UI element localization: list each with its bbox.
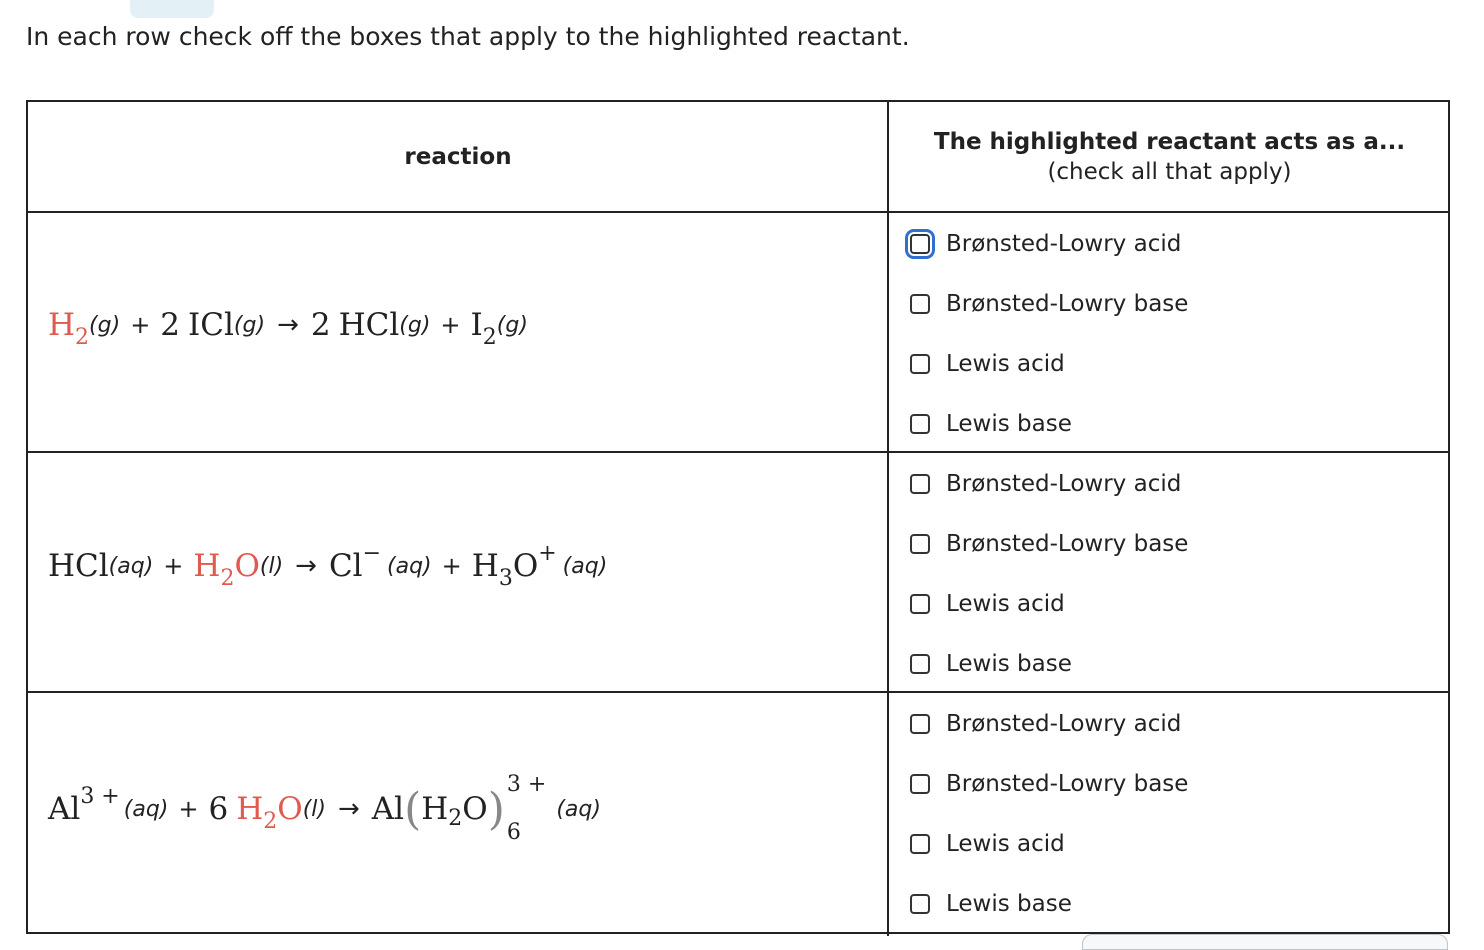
column-divider <box>887 102 889 936</box>
reaction-arrow: → <box>337 794 360 824</box>
product-i2: $I_2$ <box>470 307 497 350</box>
option-label: Brønsted-Lowry base <box>946 771 1189 797</box>
option-label: Brønsted-Lowry acid <box>946 471 1182 497</box>
row-divider <box>28 211 1448 213</box>
option-label: Brønsted-Lowry acid <box>946 231 1182 257</box>
product-hydronium: $H_3O^+$ <box>471 541 557 591</box>
checkbox[interactable] <box>910 654 930 674</box>
reaction-2 <box>48 541 878 591</box>
state-label: (g) <box>496 312 528 338</box>
plus-sign: + <box>178 795 199 823</box>
option-label: Brønsted-Lowry base <box>946 291 1189 317</box>
checkbox[interactable] <box>910 234 930 254</box>
checkbox[interactable] <box>910 414 930 434</box>
row3-bronsted-acid-option[interactable] <box>910 711 1181 737</box>
row-divider <box>28 451 1448 453</box>
option-label: Lewis acid <box>946 831 1065 857</box>
checkbox[interactable] <box>910 474 930 494</box>
checkbox[interactable] <box>910 834 930 854</box>
row2-bronsted-base-option[interactable] <box>910 531 1188 557</box>
state-label: (aq) <box>108 553 154 579</box>
state-label: (aq) <box>387 553 432 579</box>
reaction-1 <box>48 307 878 350</box>
header-reaction: reaction <box>404 144 512 170</box>
option-label: Lewis acid <box>946 591 1065 617</box>
top-tab[interactable] <box>130 0 214 18</box>
reactant-aluminum-ion: $Al^{3 +}$ <box>48 784 120 827</box>
reaction-3 <box>48 774 878 844</box>
checkbox[interactable] <box>910 534 930 554</box>
highlighted-reactant: $H_2O$ <box>193 548 260 591</box>
plus-sign: + <box>130 311 151 339</box>
product-chloride: Cl− <box>328 541 382 584</box>
row1-bronsted-acid-option[interactable] <box>910 231 1181 257</box>
coefficient: 2 <box>160 307 181 343</box>
header-acts-subtitle: (check all that apply) <box>1047 159 1292 185</box>
state-label: (l) <box>302 796 326 822</box>
state-label: (aq) <box>562 553 608 579</box>
bottom-toolbar-tab[interactable] <box>1082 934 1448 950</box>
option-label: Lewis acid <box>946 351 1065 377</box>
checkbox[interactable] <box>910 294 930 314</box>
state-label: (g) <box>399 312 431 338</box>
row3-lewis-base-option[interactable] <box>910 891 1072 917</box>
coefficient: 6 <box>208 791 229 827</box>
option-label: Lewis base <box>946 891 1072 917</box>
option-label: Lewis base <box>946 411 1072 437</box>
row1-lewis-acid-option[interactable] <box>910 351 1065 377</box>
instructions: In each row check off the boxes that apply to the highlighted reactant. <box>26 22 910 51</box>
plus-sign: + <box>163 552 184 580</box>
plus-sign: + <box>440 311 461 339</box>
state-label: (g) <box>233 312 266 338</box>
checkbox[interactable] <box>910 894 930 914</box>
reaction-arrow: → <box>277 310 299 340</box>
option-label: Lewis base <box>946 651 1072 677</box>
plus-sign: + <box>441 552 462 580</box>
state-label: (aq) <box>123 796 169 822</box>
state-label: (g) <box>89 312 121 338</box>
product-hcl: HCl <box>338 307 400 343</box>
reaction-arrow: → <box>295 551 317 581</box>
checkbox[interactable] <box>910 714 930 734</box>
reactant-icl: ICl <box>188 307 234 343</box>
highlighted-reactant: $H_2O$ <box>236 791 303 834</box>
coefficient: 2 <box>310 307 331 343</box>
header-acts-title: The highlighted reactant acts as a... <box>933 129 1406 155</box>
row1-bronsted-base-option[interactable] <box>910 291 1188 317</box>
row3-lewis-acid-option[interactable] <box>910 831 1065 857</box>
product-aluminum-complex: Al ( H 2 O ) 3 + 6 <box>371 772 547 845</box>
row3-bronsted-base-option[interactable] <box>910 771 1188 797</box>
checkbox[interactable] <box>910 354 930 374</box>
checkbox[interactable] <box>910 774 930 794</box>
row1-lewis-base-option[interactable] <box>910 411 1072 437</box>
checkbox[interactable] <box>910 594 930 614</box>
row-divider <box>28 691 1448 693</box>
header-acts <box>889 102 1450 212</box>
option-label: Brønsted-Lowry base <box>946 531 1189 557</box>
reactant-hcl: HCl <box>48 548 109 584</box>
row2-lewis-base-option[interactable] <box>910 651 1072 677</box>
highlighted-reactant: $H_2$ <box>48 307 90 350</box>
reaction-table <box>26 100 1450 934</box>
row2-lewis-acid-option[interactable] <box>910 591 1065 617</box>
state-label: (aq) <box>556 796 601 822</box>
row2-bronsted-acid-option[interactable] <box>910 471 1181 497</box>
state-label: (l) <box>259 553 284 579</box>
option-label: Brønsted-Lowry acid <box>946 711 1182 737</box>
